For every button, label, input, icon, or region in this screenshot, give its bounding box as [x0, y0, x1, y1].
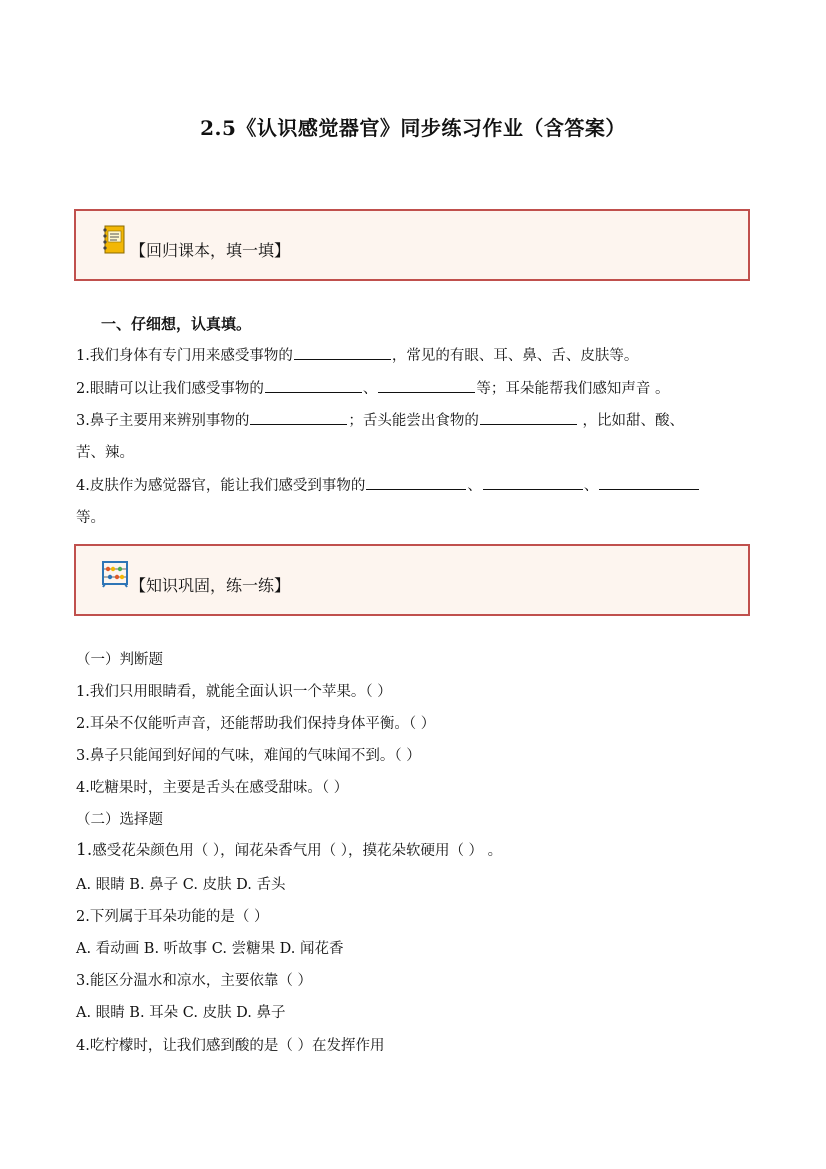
choice-question-1	[76, 839, 502, 860]
page-title: 2.5《认识感觉器官》同步练习作业（含答案）	[200, 116, 626, 140]
judge-item-1: 1.我们只用眼睛看，就能全面认识一个苹果。（ ）	[76, 684, 392, 700]
choice-q3-options: A. 眼睛 B. 耳朵 C. 皮肤 D. 鼻子	[76, 1005, 286, 1021]
fill-question-4-cont: 等。	[76, 510, 105, 526]
choice-q2-options: A. 看动画 B. 听故事 C. 尝糖果 D. 闻花香	[76, 941, 344, 957]
fill-q4-text-a: 4.皮肤作为感觉器官，能让我们感受到事物的	[76, 478, 366, 494]
fill-q2-text-b: 、	[362, 381, 378, 397]
choice-heading: （二）选择题	[76, 812, 163, 828]
choice-q1-text: 感受花朵颜色用（ ），闻花朵香气用（ ），摸花朵软硬用（ ） 。	[92, 843, 503, 859]
choice-q1-number: 1.	[76, 840, 93, 860]
answer-blank[interactable]	[483, 474, 583, 490]
fill-q4-text-c: 、	[583, 478, 599, 494]
answer-blank[interactable]	[599, 474, 699, 490]
fill-q2-text-a: 2.眼睛可以让我们感受事物的	[76, 381, 264, 397]
choice-question-2: 2.下列属于耳朵功能的是（ ）	[76, 909, 269, 925]
answer-blank[interactable]	[294, 344, 391, 360]
answer-blank[interactable]	[265, 377, 362, 393]
judge-item-2: 2.耳朵不仅能听声音，还能帮助我们保持身体平衡。（ ）	[76, 716, 436, 732]
fill-question-2	[76, 377, 669, 398]
judge-item-3: 3.鼻子只能闻到好闻的气味，难闻的气味闻不到。（ ）	[76, 748, 421, 764]
fill-question-3-cont: 苦、辣。	[76, 445, 134, 461]
fill-question-4	[76, 474, 700, 495]
fill-question-3	[76, 409, 684, 430]
judge-heading: （一）判断题	[76, 652, 163, 668]
fill-q3-text-b: ；舌头能尝出食物的	[348, 413, 479, 429]
fill-q3-text-a: 3.鼻子主要用来辨别事物的	[76, 413, 250, 429]
abacus-icon	[102, 560, 128, 592]
choice-question-3: 3.能区分温水和凉水，主要依靠（ ）	[76, 973, 312, 989]
section-box-practice	[74, 544, 750, 616]
answer-blank[interactable]	[250, 409, 347, 425]
fill-q3-text-c: ，比如甜、酸、	[577, 413, 684, 429]
answer-blank[interactable]	[480, 409, 577, 425]
fill-q1-text-b: ，常见的有眼、耳、鼻、舌、皮肤等。	[391, 348, 639, 364]
choice-q1-options: A. 眼睛 B. 鼻子 C. 皮肤 D. 舌头	[76, 877, 286, 893]
section-box-review	[74, 209, 750, 281]
section-label-review: 【回归课本，填一填】	[130, 241, 291, 260]
fill-q1-text-a: 1.我们身体有专门用来感受事物的	[76, 348, 293, 364]
fill-q2-text-c: 等；耳朵能帮我们感知声音 。	[476, 381, 670, 397]
notebook-icon	[102, 225, 126, 259]
judge-item-4: 4.吃糖果时，主要是舌头在感受甜味。（ ）	[76, 780, 349, 796]
section-label-practice: 【知识巩固，练一练】	[130, 576, 291, 595]
choice-question-4: 4.吃柠檬时，让我们感到酸的是（ ）在发挥作用	[76, 1038, 385, 1054]
fill-question-1	[76, 344, 638, 365]
answer-blank[interactable]	[378, 377, 475, 393]
fill-q4-text-b: 、	[467, 478, 482, 494]
answer-blank[interactable]	[366, 474, 466, 490]
fill-heading: 一、仔细想，认真填。	[101, 315, 252, 333]
